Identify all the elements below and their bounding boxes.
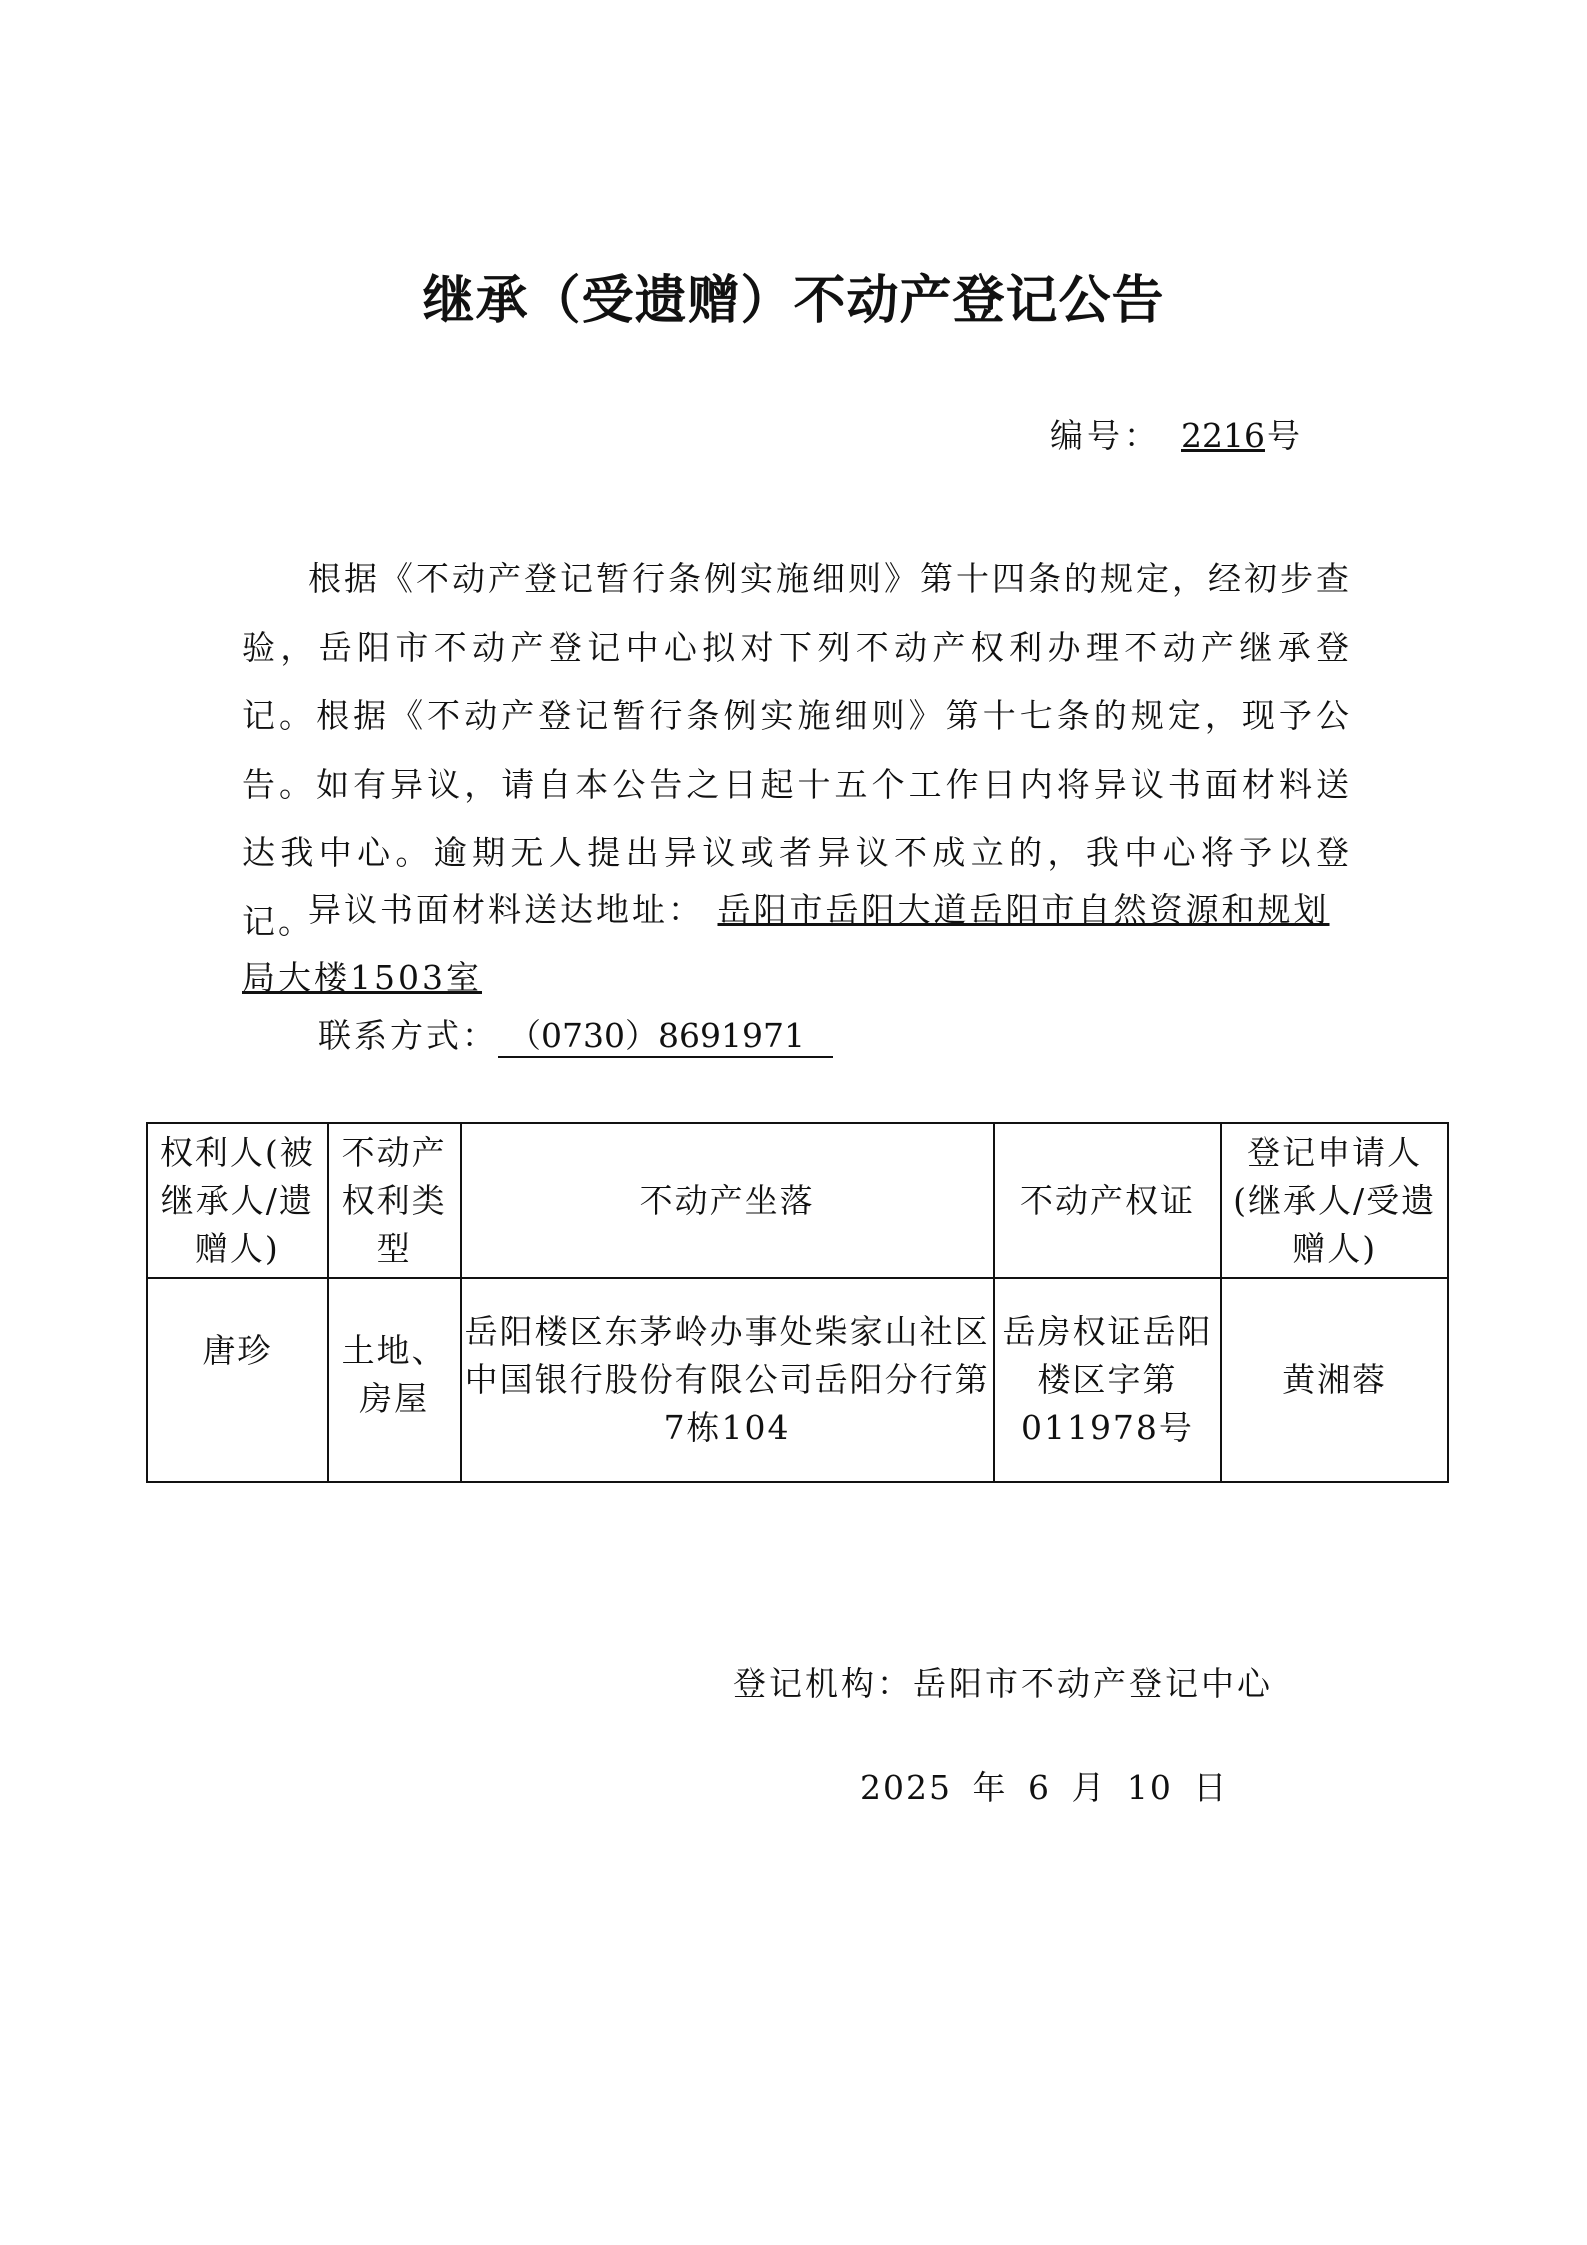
address-value: 岳阳市岳阳大道岳阳市自然资源和规划局大楼1503室 bbox=[242, 890, 1330, 997]
notice-number-value: 2216 bbox=[1181, 416, 1265, 455]
notice-number-suffix: 号 bbox=[1266, 416, 1304, 455]
cell-holder: 唐珍 bbox=[147, 1278, 328, 1482]
header-right-type: 不动产权利类型 bbox=[328, 1123, 461, 1278]
table-header-row bbox=[147, 1123, 1448, 1278]
cell-certificate: 岳房权证岳阳楼区字第011978号 bbox=[994, 1278, 1222, 1482]
contact-value: （0730）8691971 bbox=[498, 1016, 833, 1058]
objection-address bbox=[242, 876, 1352, 1012]
header-location: 不动产坐落 bbox=[461, 1123, 994, 1278]
table-row bbox=[147, 1278, 1448, 1482]
cell-applicant: 黄湘蓉 bbox=[1221, 1278, 1448, 1482]
header-holder: 权利人(被继承人/遗赠人) bbox=[147, 1123, 328, 1278]
contact-info bbox=[318, 1010, 833, 1058]
notice-date: 2025 年 6 月 10 日 bbox=[860, 1768, 1229, 1807]
address-label: 异议书面材料送达地址： bbox=[308, 890, 704, 929]
registration-table bbox=[146, 1122, 1449, 1483]
notice-number-label: 编号： bbox=[1050, 416, 1161, 455]
notice-paragraph: 根据《不动产登记暂行条例实施细则》第十四条的规定，经初步查验，岳阳市不动产登记中心拟对下列不动产权利办理不动产继承登记。根据《不动产登记暂行条例实施细则》第十七条的规定，现予公告。如有异议，请自本公告之日起十五个工作日内将异议书面材料送达我中心。逾期无人提出异议或者异议不成立的，我中心将予以登记。 bbox=[242, 559, 1352, 941]
contact-label: 联系方式： bbox=[318, 1016, 498, 1055]
header-applicant: 登记申请人(继承人/受遗赠人) bbox=[1221, 1123, 1448, 1278]
header-certificate: 不动产权证 bbox=[994, 1123, 1222, 1278]
cell-location: 岳阳楼区东茅岭办事处柴家山社区中国银行股份有限公司岳阳分行第7栋104 bbox=[461, 1278, 994, 1482]
registration-organization: 登记机构：岳阳市不动产登记中心 bbox=[733, 1664, 1273, 1703]
notice-number bbox=[1050, 410, 1304, 457]
page-title: 继承（受遗赠）不动产登记公告 bbox=[422, 271, 1165, 331]
cell-right-type: 土地、房屋 bbox=[328, 1278, 461, 1482]
